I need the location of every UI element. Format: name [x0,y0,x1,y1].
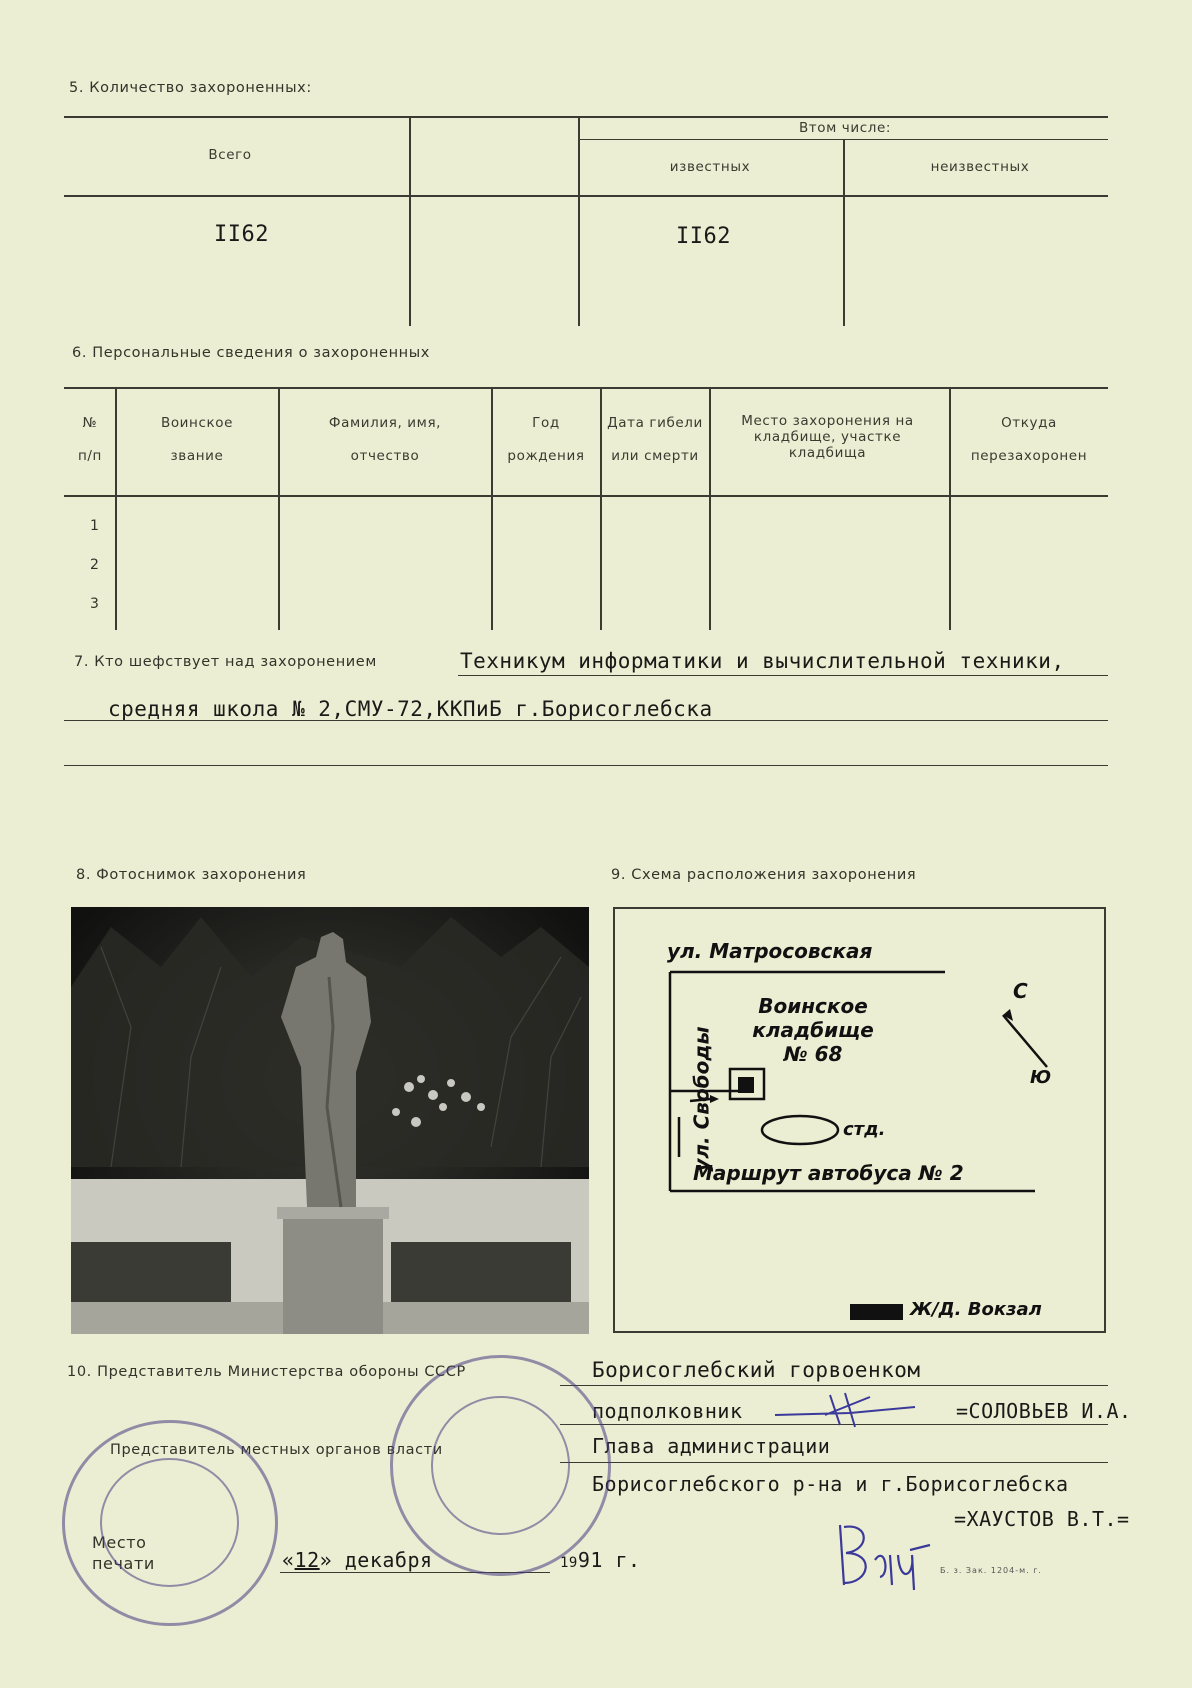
station-marker [850,1304,903,1320]
th-reburied-from: Откуда перезахоронен [970,415,1088,464]
section6-title: 6. Персональные сведения о захороненных [72,345,430,361]
station-label: Ж/Д. Вокзал [910,1299,1042,1320]
col-known-header: известных [669,159,751,175]
table5-top-line [64,116,1108,118]
section9-title: 9. Схема расположения захоронения [611,867,917,883]
seal-place-label: Место [92,1533,147,1552]
patron-underline [64,720,1108,721]
col-unknown-header: неизвестных [930,159,1030,175]
section8-title: 8. Фотоснимок захоронения [76,867,307,883]
patron-line2: средняя школа № 2,СМУ-72,ККПиБ г.Борисоглебска [108,697,713,721]
row-number: 2 [90,557,99,573]
mod-rank: подполковник [592,1399,743,1423]
patron-underline [64,765,1108,766]
date-month: декабря [344,1548,433,1572]
signature-mod [770,1385,920,1430]
col-including-header: Втом числе: [798,120,892,136]
memorial-photo [71,907,589,1334]
th-name: Фамилия, имя, отчество [328,415,442,464]
signature-local [830,1515,940,1595]
local-name: =ХАУСТОВ В.Т.= [954,1507,1130,1531]
seal-label: печати [92,1554,155,1573]
th-burial-place: Место захоронения на кладбище, участке кладбища [741,413,914,461]
stadium-marker [762,1116,838,1144]
section10-label: 10. Представитель Министерства обороны СССР [67,1364,466,1380]
mod-representative: Борисоглебский горвоенком [592,1358,921,1382]
total-value: II62 [214,222,269,247]
row-number: 3 [90,596,99,612]
table6-header-line [64,495,1108,497]
mod-name: =СОЛОВЬЕВ И.А. [956,1399,1132,1423]
th-death-date: Дата гибели или смерти [607,415,703,464]
local-district: Борисоглебского р-на и г.Борисоглебска [592,1472,1069,1496]
table5-divider [409,116,411,326]
seal-stamp [62,1420,278,1626]
table6-divider [709,387,711,630]
compass-south: Ю [1030,1067,1052,1088]
th-number: № п/п [77,415,102,464]
local-authority-label: Представитель местных органов власти [110,1442,443,1458]
local-title: Глава администрации [592,1434,831,1458]
known-value: II62 [676,224,731,249]
table5-header-line [64,195,1108,197]
stadium-label: стд. [843,1119,886,1140]
location-map [613,907,1106,1333]
section5-title: 5. Количество захороненных: [69,80,312,96]
date-line: «12» декабря [282,1548,433,1572]
date-year: 1991 г. [560,1548,641,1572]
table5-divider [578,116,580,326]
print-code: Б. з. Зак. 1204-м. г. [940,1566,1042,1575]
compass-north: С [1013,979,1028,1003]
bus-route-label: Маршрут автобуса № 2 [693,1161,964,1185]
street-top-label: ул. Матросовская [667,939,873,963]
section7-label: 7. Кто шефствует над захоронением [74,654,377,670]
th-rank: Воинское звание [160,415,234,464]
street-left-label: ул. Свободы [689,1026,714,1172]
signature-line [560,1462,1108,1463]
col-total-header: Всего [208,147,252,163]
patron-underline [458,675,1108,676]
row-number: 1 [90,518,99,534]
patron-line1: Техникум информатики и вычислительной техники, [460,649,1065,673]
memorial-photo-image [71,907,589,1334]
cemetery-label: Воинское кладбище № 68 [752,994,874,1066]
table5-divider [843,139,845,326]
th-birth-year: Год рождения [507,415,585,464]
date-day: 12 [294,1548,320,1572]
table6-top-line [64,387,1108,389]
